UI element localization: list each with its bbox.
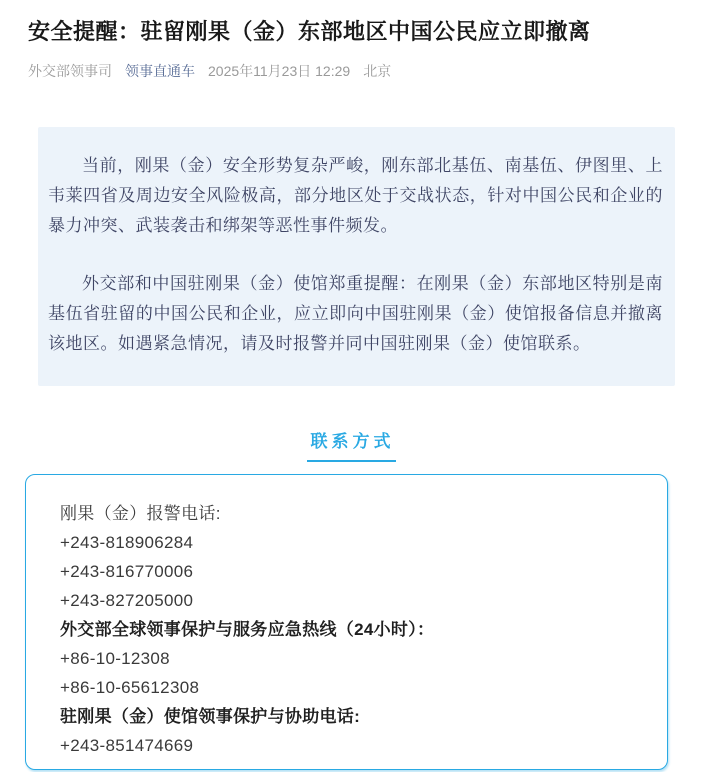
meta-datetime: 2025年11月23日 12:29 xyxy=(208,62,351,79)
account-link[interactable]: 领事直通车 xyxy=(125,62,195,79)
contact-phone: +243-816770006 xyxy=(60,561,194,581)
contact-phone: +243-827205000 xyxy=(60,590,194,610)
article-meta xyxy=(28,61,674,81)
contact-section-header xyxy=(0,433,702,462)
notice-box xyxy=(38,127,675,386)
contact-label-police: 刚果（金）报警电话: xyxy=(60,503,221,523)
contact-phone: +243-818906284 xyxy=(60,532,194,552)
contact-label-embassy: 驻刚果（金）使馆领事保护与协助电话: xyxy=(60,706,361,726)
notice-paragraph-2: 外交部和中国驻刚果（金）使馆郑重提醒：在刚果（金）东部地区特别是南基伍省驻留的中国公民和企业，应立即向中国驻刚果（金）使馆报备信息并撤离该地区。如遇紧急情况，请及时报警并同中国驻刚果（金）使馆联系。 xyxy=(48,273,663,353)
contact-phone: +86-10-65612308 xyxy=(60,677,200,697)
contact-phone: +243-851474669 xyxy=(60,735,194,755)
notice-paragraph-1: 当前，刚果（金）安全形势复杂严峻，刚东部北基伍、南基伍、伊图里、上韦莱四省及周边安全风险极高，部分地区处于交战状态，针对中国公民和企业的暴力冲突、武装袭击和绑架等恶性事件频发。 xyxy=(48,155,663,235)
contact-section-title: 联系方式 xyxy=(307,433,396,462)
contact-label-mfa-hotline: 外交部全球领事保护与服务应急热线（24小时）： xyxy=(60,619,435,639)
contact-box xyxy=(25,474,668,770)
meta-author: 外交部领事司 xyxy=(28,62,112,79)
meta-location: 北京 xyxy=(363,62,392,79)
contact-phone: +86-10-12308 xyxy=(60,648,170,668)
page-title: 安全提醒：驻留刚果（金）东部地区中国公民应立即撤离 xyxy=(28,19,591,44)
